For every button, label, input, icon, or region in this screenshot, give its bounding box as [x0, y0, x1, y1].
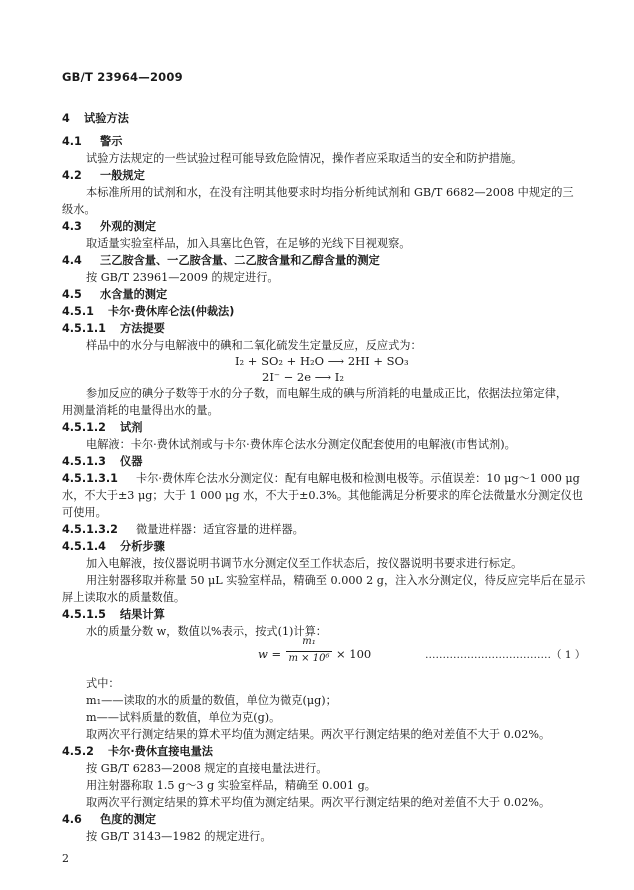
section-4-5-1-5-result: 取两次平行测定结果的算术平均值为测定结果。两次平行测定结果的绝对差值不大于 0.02%。: [86, 728, 551, 741]
section-4-5-2-text-2: 用注射器称取 1.5 g～3 g 实验室样品，精确至 0.001 g。: [86, 779, 376, 792]
section-4-5-1-4-text-2: 用注射器移取并称量 50 μL 实验室样品，精确至 0.000 2 g，注入水分测定仪，待反应完毕后在显示: [86, 574, 586, 587]
section-4-5-1-1-para-1: 参加反应的碘分子数等于水的分子数，而电解生成的碘与所消耗的电量成正比，依据法拉第定律，: [86, 387, 568, 400]
section-4-2-text-1: 本标准所用的试剂和水，在没有注明其他要求时均指分析纯试剂和 GB/T 6682—2008 中规定的三: [86, 186, 574, 199]
section-4-5-1-5-heading: 4.5.1.5 结果计算: [62, 608, 165, 621]
section-4-5-1-heading: 4.5.1 卡尔·费休库仑法(仲裁法): [62, 305, 235, 318]
section-4-5-1-2-heading: 4.5.1.2 试剂: [62, 421, 143, 434]
section-4-5-1-3-1-line-3: 可使用。: [62, 506, 107, 519]
formula-denominator: m × 10⁶: [288, 653, 330, 664]
section-4-1-heading: 4.1 警示: [62, 135, 123, 148]
section-4-5-1-1-text: 样品中的水分与电解液中的碘和二氧化硫发生定量反应，反应式为：: [86, 339, 422, 352]
section-4-5-1-1-heading: 4.5.1.1 方法提要: [62, 322, 165, 335]
section-4-5-heading: 4.5 水含量的测定: [62, 288, 168, 301]
formula-fraction-bar: [286, 651, 332, 652]
section-4-5-1-3-2-line: 4.5.1.3.2 微量进样器：适宜容量的进样器。: [62, 523, 304, 536]
section-4-5-2-text-1: 按 GB/T 6283—2008 规定的直接电量法进行。: [86, 762, 328, 775]
section-4-2-text-2: 级水。: [62, 203, 96, 216]
section-4-1-text: 试验方法规定的一些试验过程可能导致危险情况，操作者应采取适当的安全和防护措施。: [86, 152, 523, 165]
formula-lhs: w =: [258, 647, 282, 661]
formula-label: ………………………………（ 1 ）: [425, 649, 586, 661]
section-4-3-heading: 4.3 外观的测定: [62, 220, 156, 233]
reaction-equation-1: I₂ + SO₂ + H₂O ⟶ 2HI + SO₃: [235, 354, 409, 368]
section-4-6-text: 按 GB/T 3143—1982 的规定进行。: [86, 830, 272, 843]
reaction-equation-2: 2I⁻ − 2e ⟶ I₂: [262, 370, 344, 384]
section-4-5-1-4-text-1: 加入电解液，按仪器说明书调节水分测定仪至工作状态后，按仪器说明书要求进行标定。: [86, 557, 523, 570]
section-4-5-1-3-heading: 4.5.1.3 仪器: [62, 455, 143, 468]
section-4-4-text: 按 GB/T 23961—2009 的规定进行。: [86, 271, 279, 284]
section-4-5-1-3-1-line-1: 4.5.1.3.1 卡尔·费休库仑法水分测定仪：配有电解电极和检测电极等。示值误差：10 μg～1 000 μg: [62, 472, 580, 485]
variable-definition-2: m——试料质量的数值，单位为克(g)。: [86, 711, 281, 724]
page-number: 2: [62, 852, 69, 865]
section-4-5-1-3-1-line-2: 水，不大于±3 μg；大于 1 000 μg 水，不大于±0.3%。其他能满足分析要求的库仑法微量水分测定仪也: [62, 489, 583, 502]
section-4-2-heading: 4.2 一般规定: [62, 169, 145, 182]
section-4-5-1-1-para-2: 用测量消耗的电量得出水的量。: [62, 404, 219, 417]
formula-rhs: × 100: [336, 647, 372, 661]
section-4-3-text: 取适量实验室样品，加入具塞比色管，在足够的光线下目视观察。: [86, 237, 411, 250]
where-label: 式中：: [86, 677, 120, 690]
section-4-5-1-4-heading: 4.5.1.4 分析步骤: [62, 540, 165, 553]
section-4-5-2-text-3: 取两次平行测定结果的算术平均值为测定结果。两次平行测定结果的绝对差值不大于 0.02%。: [86, 796, 551, 809]
section-4-6-heading: 4.6 色度的测定: [62, 813, 156, 826]
section-4-4-heading: 4.4 三乙胺含量、一乙胺含量、二乙胺含量和乙醇含量的测定: [62, 254, 380, 267]
section-4-5-1-4-text-3: 屏上读取水的质量数值。: [62, 591, 186, 604]
variable-definition-1: m₁——读取的水的质量的数值，单位为微克(μg)；: [86, 694, 337, 707]
formula-numerator: m₁: [302, 636, 316, 647]
standard-code-header: GB/T 23964—2009: [62, 70, 183, 84]
section-4-heading: 4 试验方法: [62, 112, 129, 125]
section-4-5-1-2-text: 电解液：卡尔·费休试剂或与卡尔·费休库仑法水分测定仪配套使用的电解液(市售试剂)。: [86, 438, 516, 451]
section-4-5-1-5-text: 水的质量分数 w，数值以%表示，按式(1)计算：: [86, 625, 327, 638]
section-4-5-2-heading: 4.5.2 卡尔·费休直接电量法: [62, 745, 213, 758]
